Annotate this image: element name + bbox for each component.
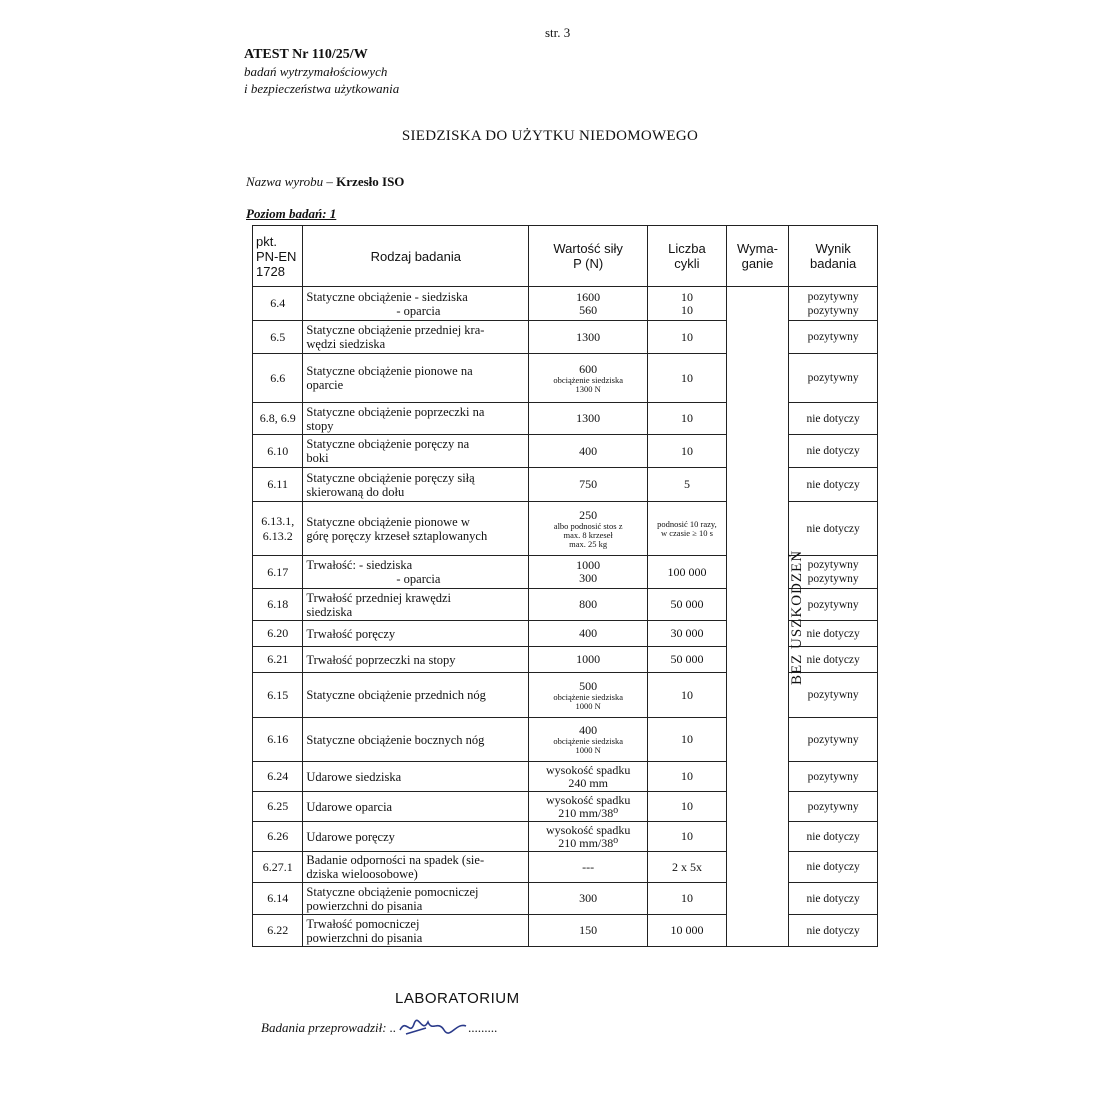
row-result: nie dotyczy [789, 403, 878, 435]
product-name: Krzesło ISO [336, 174, 405, 189]
attest-subtitle-1: badań wytrzymałościowych [244, 64, 388, 79]
row-force: 1300 [529, 403, 648, 435]
row-result: nie dotyczy [789, 883, 878, 915]
row-force: 1600 560 [529, 287, 648, 321]
row-force: 400 [529, 435, 648, 468]
row-cycles: 100 000 [648, 556, 727, 589]
laboratory-stamp: LABORATORIUM [395, 990, 520, 1007]
row-point: 6.11 [253, 468, 303, 502]
row-force: 400 [529, 621, 648, 647]
performed-by-dots: ......... [468, 1020, 498, 1035]
row-test-name: Statyczne obciążenie przedniej kra- wędzi siedziska [303, 321, 529, 354]
header-cycles: Liczba cykli [648, 226, 727, 287]
row-force: 1300 [529, 321, 648, 354]
row-result: nie dotyczy [789, 435, 878, 468]
row-test-name: Trwałość pomocniczej powierzchni do pisania [303, 915, 529, 947]
product-name-line [246, 174, 404, 190]
attest-subtitle-2: i bezpieczeństwa użytkowania [244, 81, 400, 96]
row-test-name: Statyczne obciążenie poprzeczki na stopy [303, 403, 529, 435]
row-result: pozytywny [789, 718, 878, 762]
row-cycles: 10 000 [648, 915, 727, 947]
row-force: 300 [529, 883, 648, 915]
row-force: wysokość spadku 210 mm/38⁰ [529, 792, 648, 822]
row-point: 6.21 [253, 647, 303, 673]
row-force: --- [529, 852, 648, 883]
row-result: nie dotyczy [789, 468, 878, 502]
row-test-name: Udarowe siedziska [303, 762, 529, 792]
row-point: 6.4 [253, 287, 303, 321]
row-result: pozytywny [789, 792, 878, 822]
row-result: pozytywny [789, 354, 878, 403]
table-header-row [253, 226, 878, 287]
row-cycles: 10 [648, 403, 727, 435]
product-separator: – [323, 174, 337, 189]
row-test-name: Statyczne obciążenie poręczy siłą skierowaną do dołu [303, 468, 529, 502]
table-row [253, 287, 878, 321]
row-cycles: 10 [648, 883, 727, 915]
row-cycles: 10 [648, 354, 727, 403]
row-cycles: 30 000 [648, 621, 727, 647]
row-cycles: 10 [648, 762, 727, 792]
row-result: pozytywny [789, 589, 878, 621]
row-test-name: Udarowe poręczy [303, 822, 529, 852]
row-cycles: 10 [648, 822, 727, 852]
row-point: 6.16 [253, 718, 303, 762]
header-pkt: pkt. PN-EN 1728 [253, 226, 303, 287]
row-cycles: 2 x 5x [648, 852, 727, 883]
row-test-name: Trwałość: - siedziska - oparcia [303, 556, 529, 589]
row-test-name: Statyczne obciążenie poręczy na boki [303, 435, 529, 468]
row-result: nie dotyczy [789, 621, 878, 647]
test-level: Poziom badań: 1 [246, 206, 337, 221]
row-force: wysokość spadku 210 mm/38⁰ [529, 822, 648, 852]
row-result: nie dotyczy [789, 647, 878, 673]
row-result: pozytywny [789, 762, 878, 792]
row-point: 6.20 [253, 621, 303, 647]
row-force: 500 obciążenie siedziska 1000 N [529, 673, 648, 718]
row-point: 6.17 [253, 556, 303, 589]
row-point: 6.8, 6.9 [253, 403, 303, 435]
row-test-name: Statyczne obciążenie bocznych nóg [303, 718, 529, 762]
row-force: 800 [529, 589, 648, 621]
document-title: SIEDZISKA DO UŻYTKU NIEDOMOWEGO [401, 128, 699, 144]
row-test-name: Trwałość przedniej krawędzi siedziska [303, 589, 529, 621]
test-results-table [252, 225, 878, 947]
requirement-text: BEZ USZKODZEŃ [788, 549, 805, 685]
row-result: nie dotyczy [789, 822, 878, 852]
row-force: 250 albo podnosić stos z max. 8 krzeseł max. 25 kg [529, 502, 648, 556]
row-test-name: Udarowe oparcia [303, 792, 529, 822]
row-test-name: Trwałość poprzeczki na stopy [303, 647, 529, 673]
row-test-name: Statyczne obciążenie pomocniczej powierzchni do pisania [303, 883, 529, 915]
header-force: Wartość siły P (N) [529, 226, 648, 287]
row-point: 6.6 [253, 354, 303, 403]
row-point: 6.26 [253, 822, 303, 852]
row-force: 600 obciążenie siedziska 1300 N [529, 354, 648, 403]
row-test-name: Statyczne obciążenie pionowe w górę poręczy krzeseł sztaplowanych [303, 502, 529, 556]
attest-number: ATEST Nr 110/25/W [244, 47, 368, 62]
row-cycles: 50 000 [648, 647, 727, 673]
row-point: 6.25 [253, 792, 303, 822]
performed-by-line [261, 1016, 498, 1038]
performed-by-label: Badania przeprowadził: .. [261, 1020, 397, 1035]
row-cycles: podnosić 10 razy, w czasie ≥ 10 s [648, 502, 727, 556]
header-result: Wynik badania [789, 226, 878, 287]
row-point: 6.15 [253, 673, 303, 718]
row-test-name: Statyczne obciążenie - siedziska - oparcia [303, 287, 529, 321]
row-cycles: 10 [648, 718, 727, 762]
product-label: Nazwa wyrobu [246, 174, 324, 189]
row-point: 6.5 [253, 321, 303, 354]
row-result: nie dotyczy [789, 915, 878, 947]
row-force: 400 obciążenie siedziska 1000 N [529, 718, 648, 762]
row-force: 1000 [529, 647, 648, 673]
row-result: pozytywny pozytywny [789, 287, 878, 321]
row-force: wysokość spadku 240 mm [529, 762, 648, 792]
header-test-type: Rodzaj badania [303, 226, 529, 287]
row-point: 6.10 [253, 435, 303, 468]
row-test-name: Statyczne obciążenie przednich nóg [303, 673, 529, 718]
row-point: 6.14 [253, 883, 303, 915]
row-point: 6.18 [253, 589, 303, 621]
row-cycles: 10 [648, 321, 727, 354]
row-cycles: 10 [648, 435, 727, 468]
row-cycles: 10 [648, 673, 727, 718]
row-point: 6.13.1, 6.13.2 [253, 502, 303, 556]
row-force: 750 [529, 468, 648, 502]
row-test-name: Trwałość poręczy [303, 621, 529, 647]
row-test-name: Badanie odporności na spadek (sie- dziska wieloosobowe) [303, 852, 529, 883]
row-force: 1000 300 [529, 556, 648, 589]
requirement-cell [726, 287, 805, 947]
row-point: 6.27.1 [253, 852, 303, 883]
row-force: 150 [529, 915, 648, 947]
row-cycles: 5 [648, 468, 727, 502]
row-result: pozytywny pozytywny [789, 556, 878, 589]
row-cycles: 50 000 [648, 589, 727, 621]
page-number: str. 3 [545, 25, 571, 40]
row-result: nie dotyczy [789, 852, 878, 883]
row-result: nie dotyczy [789, 502, 878, 556]
row-point: 6.24 [253, 762, 303, 792]
header-requirement: Wyma- ganie [726, 226, 789, 287]
row-point: 6.22 [253, 915, 303, 947]
row-test-name: Statyczne obciążenie pionowe na oparcie [303, 354, 529, 403]
row-cycles: 10 10 [648, 287, 727, 321]
row-cycles: 10 [648, 792, 727, 822]
row-result: pozytywny [789, 673, 878, 718]
row-result: pozytywny [789, 321, 878, 354]
signature-icon [396, 1016, 468, 1038]
